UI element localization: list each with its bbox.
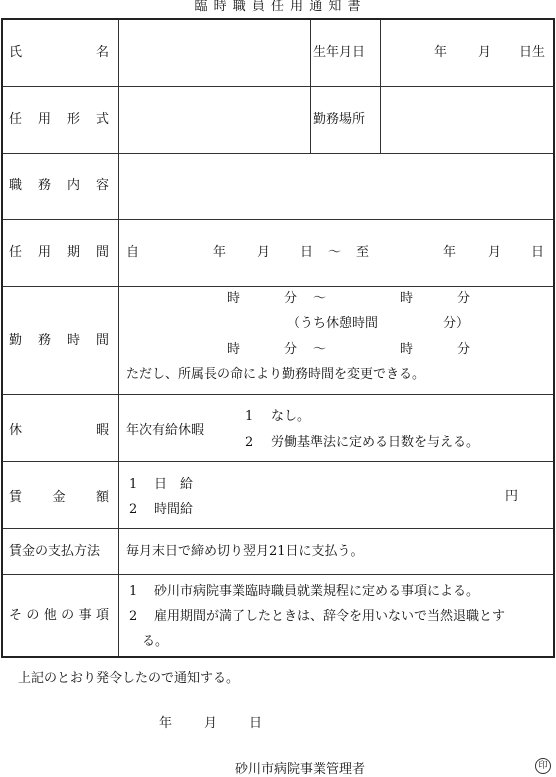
label-name: 氏 名 — [9, 45, 109, 60]
leave-option-2-num: 2 — [245, 435, 254, 450]
hours2-end-hour: 時 — [400, 342, 414, 357]
break-time-open: （うち休憩時間 — [287, 316, 379, 331]
other-item-2-num: 2 — [129, 609, 138, 624]
period-to-month: 月 — [488, 245, 502, 260]
row-divider — [3, 86, 553, 87]
footer-day: 日 — [249, 716, 263, 731]
payment-method: 毎月末日で締め切り翌月21日に支払う。 — [126, 544, 364, 559]
hours-note: ただし、所属長の命により勤務時間を変更できる。 — [126, 367, 426, 382]
column-divider — [310, 20, 311, 153]
birth-year: 年 — [434, 45, 448, 60]
leave-option-1: なし。 — [271, 409, 311, 424]
wage-unit: 円 — [505, 489, 519, 504]
label-payment-method: 賃金の支払方法 — [9, 544, 101, 559]
hours-end-hour: 時 — [400, 291, 414, 306]
row-divider — [3, 153, 553, 154]
row-divider — [3, 461, 553, 462]
row-divider — [3, 528, 553, 529]
hours2-end-min: 分 — [457, 342, 471, 357]
other-item-1: 砂川市病院事業臨時職員就業規程に定める事項による。 — [154, 584, 480, 599]
label-leave: 休 暇 — [9, 423, 109, 438]
label-birthdate: 生年月日 — [313, 45, 366, 60]
notice-text: 上記のとおり発令したので通知する。 — [18, 671, 240, 686]
hours-start-hour: 時 — [227, 291, 241, 306]
period-to-day: 日 — [531, 245, 545, 260]
label-work-hours: 勤 務 時 間 — [9, 333, 109, 348]
label-duties: 職 務 内 容 — [9, 178, 109, 193]
wage-option-2: 時間給 — [154, 502, 194, 517]
hours-start-min: 分 — [284, 291, 298, 306]
hours-tilde: ～ — [313, 291, 327, 306]
wage-option-1: 日 給 — [154, 477, 194, 492]
row-divider — [3, 219, 553, 220]
break-time-close: 分） — [443, 316, 470, 331]
seal-mark: 印 — [535, 758, 551, 774]
period-from: 自 — [126, 245, 140, 260]
other-item-2-cont: る。 — [142, 634, 169, 649]
column-divider — [118, 20, 119, 656]
hours2-tilde: ～ — [313, 342, 327, 357]
period-from-month: 月 — [257, 245, 271, 260]
label-wage: 賃 金 額 — [9, 490, 109, 505]
wage-option-1-num: 1 — [129, 477, 138, 492]
column-divider — [380, 20, 381, 153]
other-item-1-num: 1 — [129, 584, 138, 599]
wage-option-2-num: 2 — [129, 502, 138, 517]
period-tilde: ～ — [328, 245, 342, 260]
period-from-day: 日 — [300, 245, 314, 260]
hours2-start-hour: 時 — [227, 342, 241, 357]
birth-day: 日生 — [519, 45, 546, 60]
hours2-start-min: 分 — [284, 342, 298, 357]
label-employment-type: 任 用 形 式 — [9, 112, 109, 127]
row-divider — [3, 574, 553, 575]
leave-label: 年次有給休暇 — [126, 423, 205, 438]
other-item-2: 雇用期間が満了したときは、辞令を用いないで当然退職とす — [154, 609, 506, 624]
issuer-name: 砂川市病院事業管理者 — [235, 762, 366, 777]
label-other: そ の 他 の 事 項 — [9, 608, 109, 623]
period-from-year: 年 — [213, 245, 227, 260]
birth-month: 月 — [478, 45, 492, 60]
leave-option-2: 労働基準法に定める日数を与える。 — [271, 435, 480, 450]
label-workplace: 勤務場所 — [313, 112, 366, 127]
period-to: 至 — [356, 245, 370, 260]
hours-end-min: 分 — [457, 291, 471, 306]
period-to-year: 年 — [443, 245, 457, 260]
leave-option-1-num: 1 — [245, 409, 254, 424]
row-divider — [3, 394, 553, 395]
document-title: 臨 時 職 員 任 用 通 知 書 — [194, 0, 362, 14]
label-period: 任 用 期 間 — [9, 245, 109, 260]
row-divider — [3, 286, 553, 287]
footer-month: 月 — [204, 716, 218, 731]
footer-year: 年 — [159, 716, 173, 731]
